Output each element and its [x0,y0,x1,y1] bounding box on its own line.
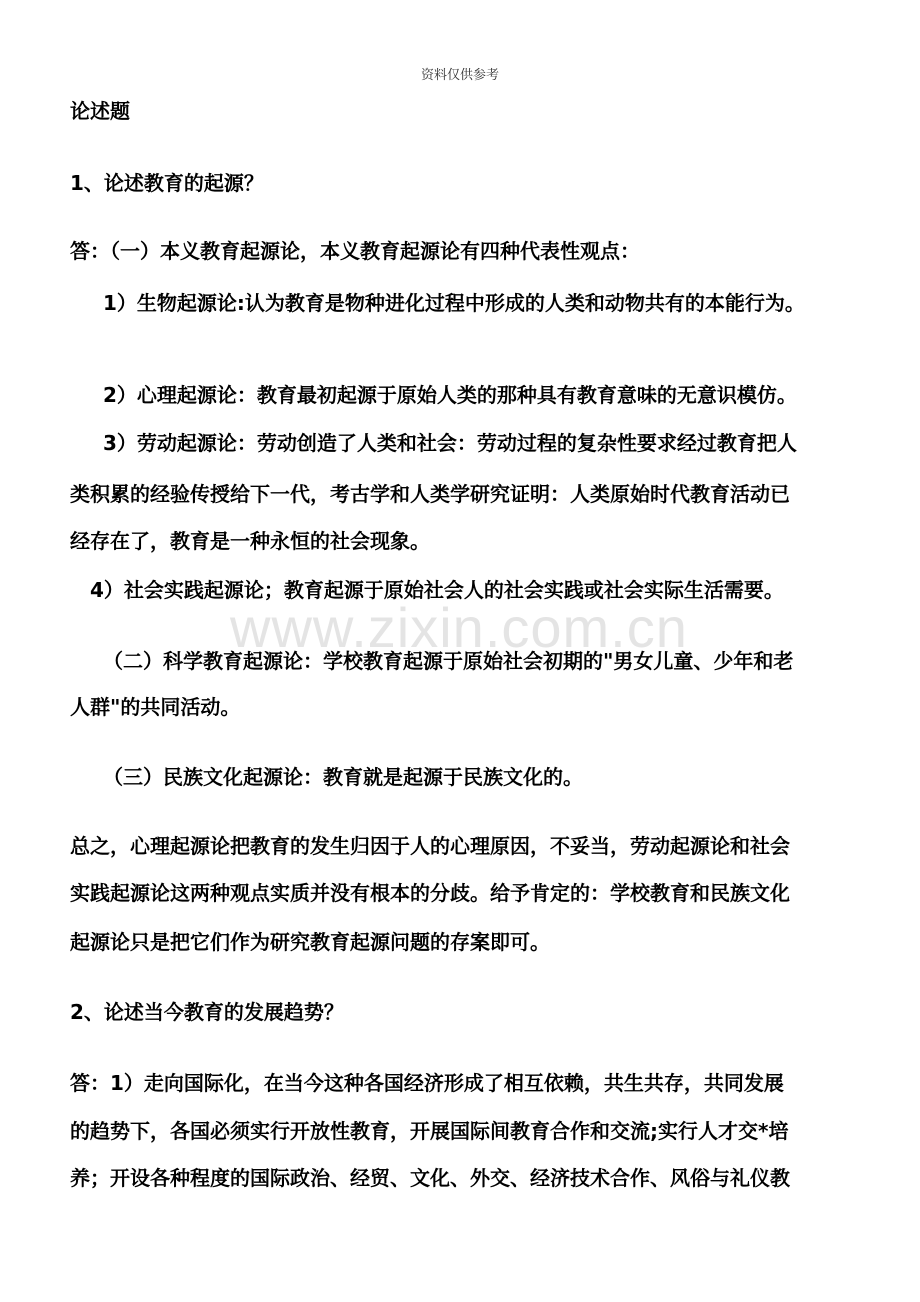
summary-line3: 起源论只是把它们作为研究教育起源问题的存案即可。 [70,930,550,954]
question-1: 1、论述教育的起源？ [70,171,264,195]
watermark: www.zixin.com.cn [230,596,688,659]
answer-1-intro: 答：（一）本义教育起源论，本义教育起源论有四种代表性观点： [70,239,640,263]
answer-2-line3: 养；开设各种程度的国际政治、经贸、文化、外交、经济技术合作、风俗与礼仪教 [70,1166,790,1190]
answer-2-line1: 答：1）走向国际化，在当今这种各国经济形成了相互依赖，共生共存，共同发展 [70,1071,784,1095]
point-labor-line1: 3）劳动起源论：劳动创造了人类和社会：劳动过程的复杂性要求经过教育把人 [103,431,797,455]
page-header: 资料仅供参考 [420,68,499,83]
point-labor-line2: 类积累的经验传授给下一代，考古学和人类学研究证明：人类原始时代教育活动已 [70,482,790,506]
summary-line2: 实践起源论这两种观点实质并没有根本的分歧。给予肯定的：学校教育和民族文化 [70,881,790,905]
summary-line1: 总之，心理起源论把教育的发生归因于人的心理原因，不妥当，劳动起源论和社会 [70,834,790,858]
point-science-line2: 人群"的共同活动。 [70,695,241,719]
question-2: 2、论述当今教育的发展趋势？ [70,1000,344,1024]
section-title: 论述题 [70,99,130,123]
point-science-line1: （二）科学教育起源论：学校教育起源于原始社会初期的"男女儿童、少年和老 [103,649,794,673]
point-social: 4）社会实践起源论；教育起源于原始社会人的社会实践或社会实际生活需要。 [90,578,784,602]
point-culture: （三）民族文化起源论：教育就是起源于民族文化的。 [103,765,583,789]
answer-2-line2: 的趋势下，各国必须实行开放性教育，开展国际间教育合作和交流;实行人才交*培 [70,1119,789,1143]
point-psych: 2）心理起源论：教育最初起源于原始人类的那种具有教育意味的无意识模仿。 [103,383,797,407]
point-bio: 1）生物起源论:认为教育是物种进化过程中形成的人类和动物共有的本能行为。 [103,291,805,315]
point-labor-line3: 经存在了，教育是一种永恒的社会现象。 [70,529,430,553]
